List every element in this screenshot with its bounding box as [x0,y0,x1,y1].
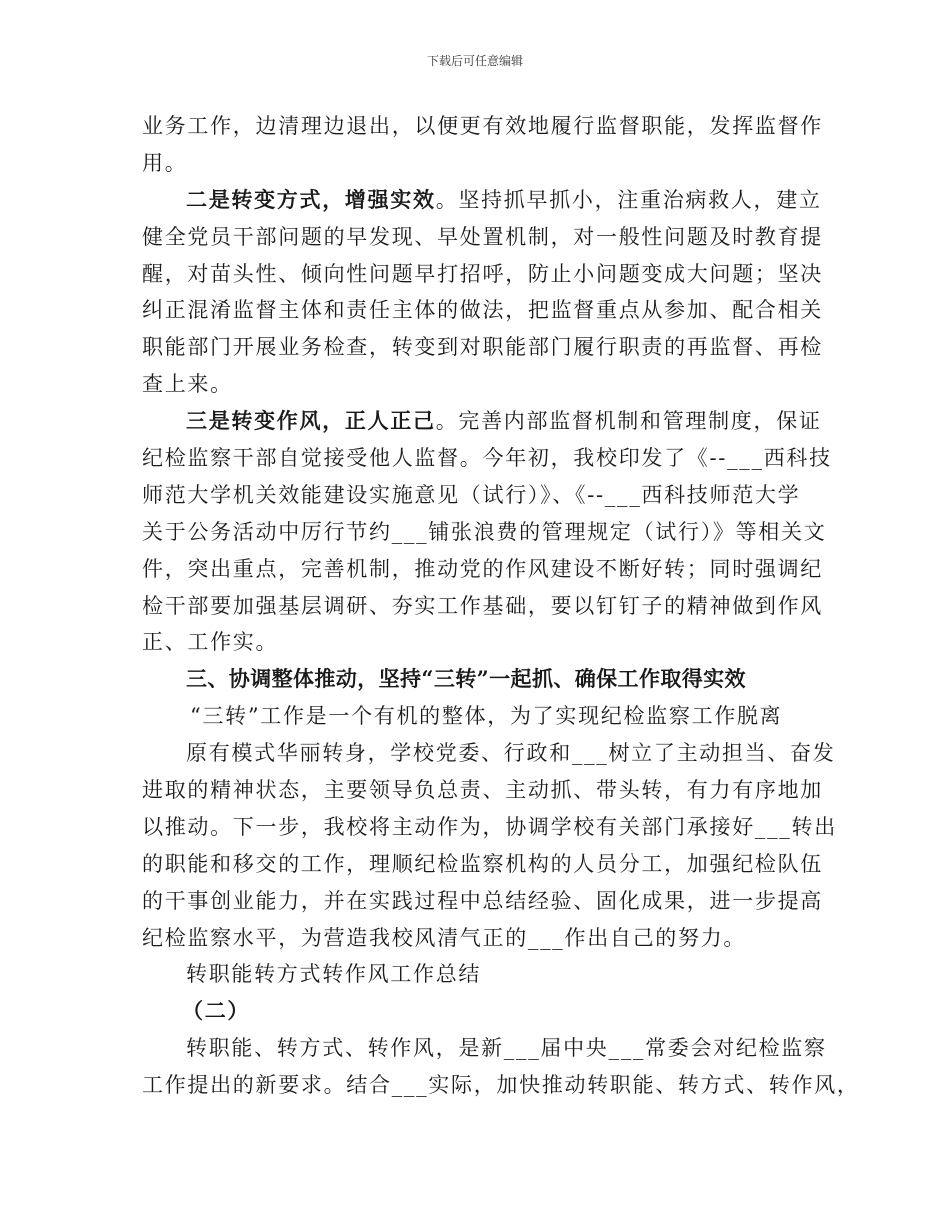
bold-lead: 三是转变作风，正人正己 [186,408,436,434]
paragraph-start [142,403,822,440]
bold-lead: 二是转变方式，增强实效 [186,186,436,212]
body-line: 进取的精神状态，主要领导负总责、主动抓、带头转，有力有序地加 [142,778,823,803]
body-line: 工作提出的新要求。结合___实际，加快推动转职能、转方式、转作风， [142,1073,860,1098]
paragraph-start: “三转”工作是一个有机的整体，为了实现纪检监察工作脱离 [190,704,783,729]
body-line: 醒，对苗头性、倾向性问题早打招呼，防止小问题变成大问题；坚决 [142,261,823,286]
paragraph-start [142,182,822,219]
body-line: 的干事创业能力，并在实践过程中总结经验、固化成果，进一步提高 [142,888,823,913]
paragraph-start: 转职能、转方式、转作风，是新___届中央___常委会对纪检监察 [186,1036,827,1061]
page-header: 下载后可任意编辑 [426,54,523,68]
body-line: 业务工作，边清理边退出，以便更有效地履行监督职能，发挥监督作 [142,114,823,138]
document-body [142,108,860,1104]
body-line: 原有模式华丽转身，学校党委、行政和___树立了主动担当、奋发 [186,741,836,766]
body-line: 健全党员干部问题的早发现、早处置机制，对一般性问题及时教育提 [142,224,823,249]
body-line: 师范大学机关效能建设实施意见（试行）》、《--___西科技师范大学 [142,482,801,507]
body-line: 职能部门开展业务检查，转变到对职能部门履行职责的再监督、再检 [142,335,823,360]
body-line: 查上来。 [142,372,233,397]
body-line: 检干部要加强基层调研、夯实工作基础，要以钉钉子的精神做到作风 [142,593,823,618]
subsection-number: （二） [182,998,251,1024]
body-text: 。完善内部监督机制和管理制度，保证 [435,409,822,434]
body-line: 关于公务活动中厉行节约___铺张浪费的管理规定（试行）》等相关文 [142,519,827,544]
body-line: 纪检监察水平，为营造我校风清气正的___作出自己的努力。 [142,925,747,950]
body-line: 以推动。下一步，我校将主动作为，协调学校有关部门承接好___转出 [142,814,837,839]
section-heading: 三、协调整体推动，坚持“三转”一起抓、确保工作取得实效 [186,666,746,692]
body-line: 纪检监察干部自觉接受他人监督。今年初，我校印发了《--___西科技 [142,446,832,471]
subtitle-line: 转职能转方式转作风工作总结 [186,962,482,987]
body-line: 纠正混淆监督主体和责任主体的做法，把监督重点从参加、配合相关 [142,298,823,323]
body-text: 。坚持抓早抓小，注重治病救人，建立 [435,187,822,212]
body-line: 件，突出重点，完善机制，推动党的作风建设不断好转；同时强调纪 [142,556,823,581]
body-line: 正、工作实。 [142,630,279,655]
body-line: 的职能和移交的工作，理顺纪检监察机构的人员分工，加强纪检队伍 [142,851,823,876]
body-line: 用。 [142,150,188,175]
